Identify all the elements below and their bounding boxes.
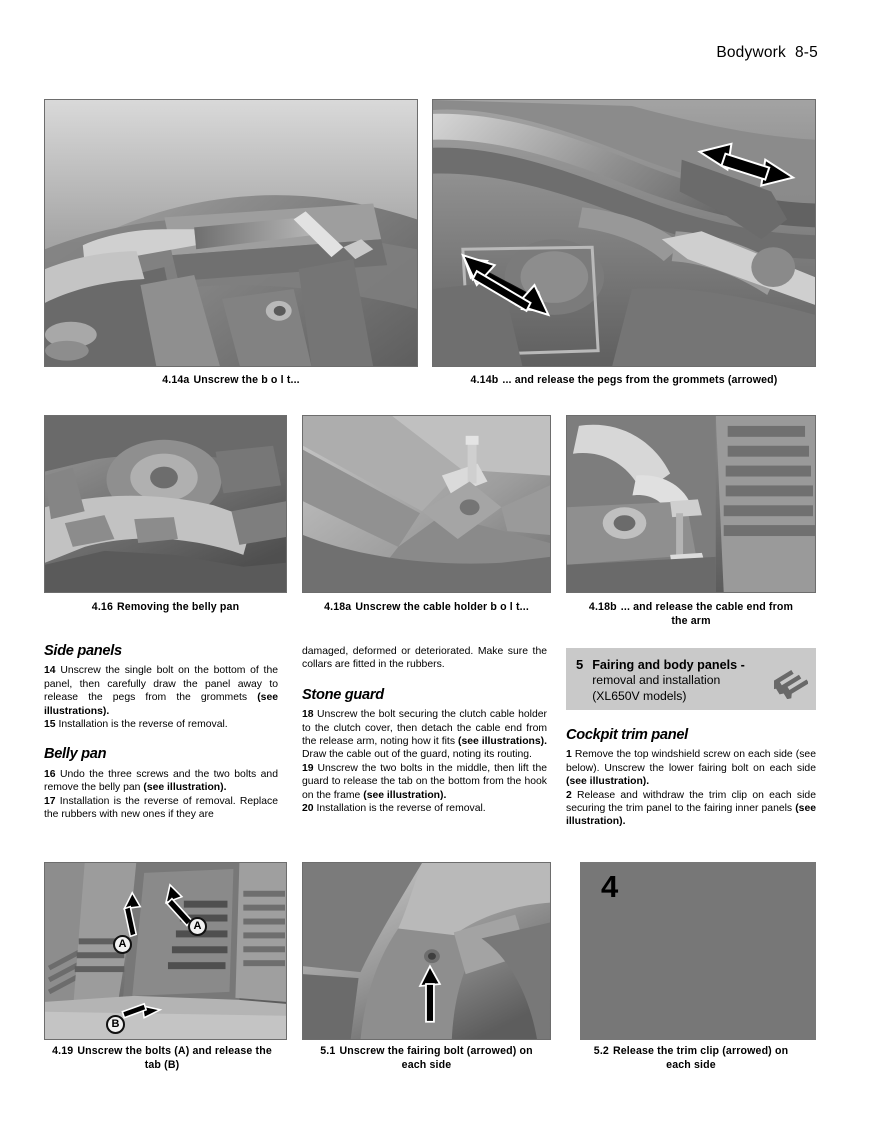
figure-caption-5-2 (566, 1045, 816, 1072)
heading-cockpit-trim-panel: Cockpit trim panel (566, 727, 688, 743)
paragraph-17 (44, 795, 278, 822)
paragraph-16 (44, 768, 278, 795)
paragraph-14-ref: (see illustrations). (44, 692, 278, 717)
figure-image-4-16 (44, 415, 287, 593)
figure-image-4-19 (44, 862, 287, 1040)
figure-caption-text-4-18b-line2: the arm (671, 614, 711, 627)
paragraph-19 (302, 762, 547, 802)
figure-overlay-number: 4 (601, 869, 619, 904)
figure-caption-text-5-2-line2: each side (666, 1058, 716, 1071)
callout-a-left: A (113, 935, 132, 954)
text-column-left (44, 645, 278, 821)
step-number-16: 16 (44, 768, 56, 780)
figure-caption-4-18b (566, 601, 816, 628)
page-header-title: Bodywork (716, 44, 786, 61)
figure-number-4-18a: 4.18a (324, 601, 352, 613)
paragraph-14 (44, 664, 278, 718)
photo-4-14b-graphic (433, 100, 815, 367)
section-title-5: Fairing and body panels - (592, 658, 745, 672)
figure-number-5-2: 5.2 (593, 1045, 609, 1057)
figure-caption-text-4-14b: ... and release the pegs from the grommets (arrowed) (502, 374, 778, 386)
figure-caption-4-18a (302, 601, 551, 615)
callout-b: B (106, 1015, 125, 1034)
photo-4-14a-graphic (45, 100, 417, 367)
figure-caption-text-5-1-line1: Unscrew the fairing bolt (arrowed) on (339, 1045, 533, 1057)
step-number-20: 20 (302, 803, 314, 815)
page-number: 8-5 (794, 44, 818, 61)
step-number-1: 1 (566, 749, 572, 761)
figure-number-4-14b: 4.14b (470, 374, 499, 386)
step-number-19: 19 (302, 762, 314, 774)
section-subtitle-5-line2: (XL650V models) (592, 688, 687, 703)
photo-5-1-graphic (303, 863, 550, 1040)
paragraph-1-ref: (see illustration). (566, 776, 650, 788)
figure-caption-4-19 (37, 1045, 287, 1072)
section-header-5 (566, 648, 816, 710)
figure-caption-5-1 (302, 1045, 551, 1072)
paragraph-19-ref: (see illustration). (363, 789, 447, 801)
figure-image-4-14a (44, 99, 418, 367)
heading-belly-pan: Belly pan (44, 746, 107, 763)
figure-number-4-18b: 4.18b (588, 601, 617, 613)
paragraph-2-ref: (see illustration). (566, 803, 816, 828)
section-subtitle-5-line1: removal and installation (592, 673, 721, 687)
figure-caption-text-4-14a: Unscrew the b o l t... (193, 374, 300, 386)
paragraph-17-text: Installation is the reverse of removal. Replace the rubbers with new ones if they are (44, 795, 278, 821)
step-number-15: 15 (44, 719, 56, 731)
photo-4-18b-graphic (567, 416, 815, 593)
figure-number-4-14a: 4.14a (162, 374, 190, 386)
figure-caption-4-14a (44, 374, 418, 388)
paragraph-16-text: Undo the three screws and the two bolts and remove the belly pan (44, 768, 278, 794)
step-number-2: 2 (566, 789, 572, 801)
paragraph-2-text: Release and withdraw the trim clip on each side securing the trim panel to the fairing inner panels (566, 789, 816, 815)
step-number-14: 14 (44, 665, 56, 677)
photo-4-18a-graphic (303, 416, 550, 593)
figure-image-4-18b (566, 415, 816, 593)
paragraph-1 (566, 748, 816, 788)
paragraph-18 (302, 708, 547, 762)
paragraph-14-text: Unscrew the single bolt on the bottom of the panel, then carefully draw the panel away to release the pegs from the grommets (44, 665, 279, 704)
page-header (716, 44, 818, 62)
paragraph-18-ref: (see illustrations). (458, 736, 548, 748)
spanner-rating-icon (774, 657, 808, 699)
figure-image-4-14b (432, 99, 816, 367)
step-number-18: 18 (302, 709, 314, 721)
figure-caption-text-4-19-line2: tab (B) (144, 1058, 180, 1071)
figure-caption-4-16 (44, 601, 287, 615)
figure-image-4-18a (302, 415, 551, 593)
figure-caption-text-4-18a: Unscrew the cable holder b o l t... (355, 601, 529, 613)
figure-number-4-16: 4.16 (91, 601, 113, 613)
figure-caption-text-4-18b-line1: ... and release the cable end from (620, 601, 794, 613)
callout-a-right: A (188, 917, 207, 936)
paragraph-15 (44, 718, 278, 731)
paragraph-18-text-b: Draw the cable out of the guard, noting its routing. (302, 749, 532, 761)
paragraph-2 (566, 789, 816, 829)
figure-caption-text-5-1-line2: each side (401, 1058, 452, 1071)
figure-number-4-19: 4.19 (52, 1045, 74, 1057)
photo-4-16-graphic (45, 416, 286, 593)
paragraph-16-ref: (see illustration). (143, 782, 227, 794)
paragraph-1-text: Remove the top windshield screw on each side (see below). Unscrew the lower fairing bolt on each side (566, 749, 816, 774)
paragraph-20-text: Installation is the reverse of removal. (316, 803, 486, 815)
heading-side-panels: Side panels (44, 643, 122, 659)
figure-caption-text-5-2-line1: Release the trim clip (arrowed) on (612, 1045, 789, 1057)
figure-number-5-1: 5.1 (320, 1045, 336, 1057)
text-column-middle (302, 645, 547, 815)
text-column-right (566, 729, 816, 829)
section-number-5: 5 (576, 657, 584, 672)
paragraph-20 (302, 802, 547, 815)
figure-caption-text-4-19-line1: Unscrew the bolts (A) and release the (77, 1045, 272, 1057)
paragraph-18-text-a: Unscrew the bolt securing the clutch cable holder to the clutch cover, then detach the cable end from the release arm, noting how it fits (302, 709, 547, 748)
paragraph-15-text: Installation is the reverse of removal. (58, 719, 228, 731)
paragraph-17-continuation: damaged, deformed or deteriorated. Make sure the collars are fitted in the rubbers. (302, 646, 547, 671)
figure-caption-text-4-16: Removing the belly pan (117, 601, 240, 613)
heading-stone-guard: Stone guard (302, 686, 384, 703)
figure-caption-4-14b (432, 374, 816, 388)
step-number-17: 17 (44, 795, 56, 807)
photo-4-19-graphic (45, 863, 286, 1040)
figure-image-5-2 (580, 862, 816, 1040)
paragraph-19-text: Unscrew the two bolts in the middle, then lift the guard to release the tab on the bottom from the hook on the frame (302, 762, 547, 801)
figure-image-5-1 (302, 862, 551, 1040)
